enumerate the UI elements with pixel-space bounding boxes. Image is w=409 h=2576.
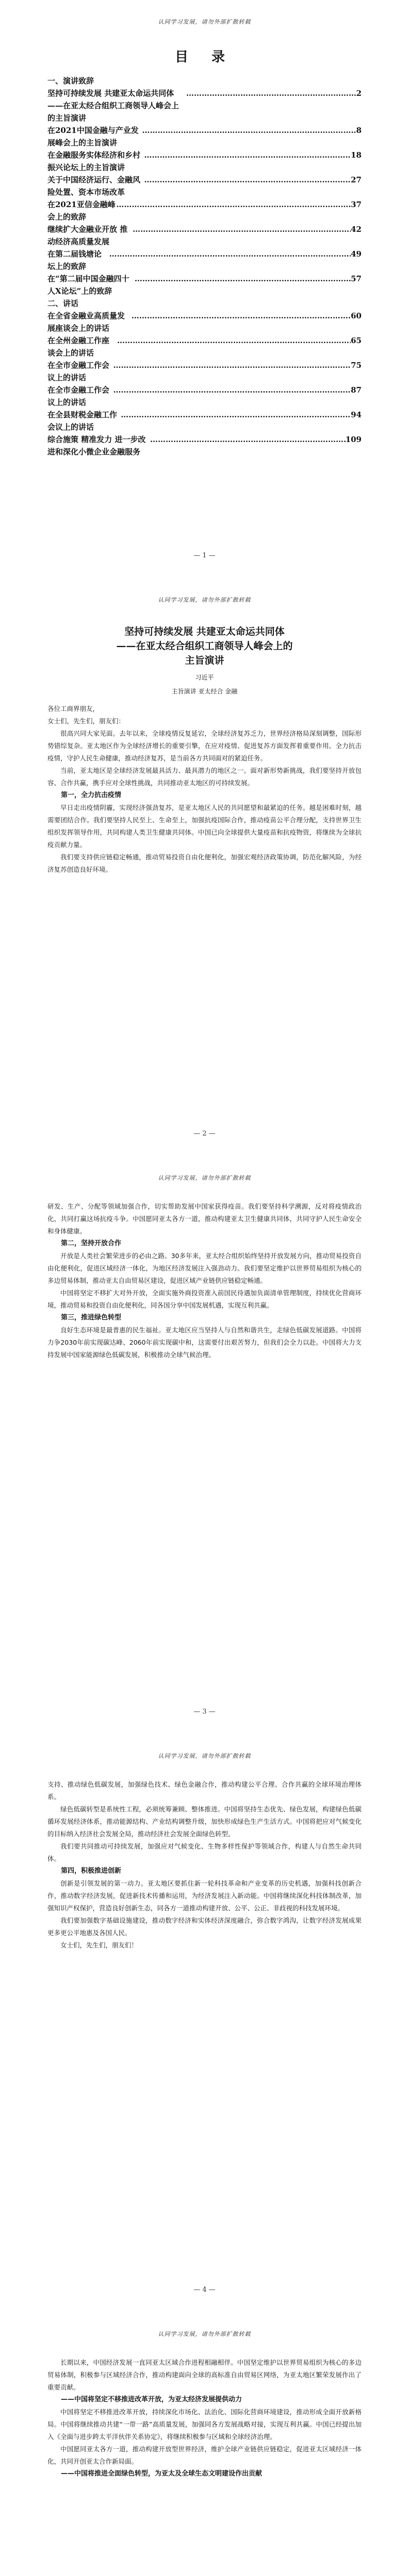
paragraph: 创新是引领发展的第一动力。亚太地区要抓住新一轮科技革命和产业变革的历史机遇，加强科技创新合作，推动数字经济发展，促进新技术传播和运用，为经济发展注入新动能。中国将继续深化科技体制改革，加强知识产权保护，营造良好创新生态，同各方一道推动构建开放、公平、公正、非歧视的科技发展环境。 bbox=[47, 1879, 362, 1912]
running-header: 认同学习发展，请勿外部扩散转载 bbox=[158, 2331, 251, 2337]
running-header: 认同学习发展，请勿外部扩散转载 bbox=[158, 19, 251, 25]
section-heading: ——中国将推进全面绿色转型，为亚太及全球生态文明建设作出贡献 bbox=[61, 2470, 263, 2478]
article-author: 习近平 bbox=[195, 674, 214, 681]
paragraph: 研发、生产、分配等领域加强合作，切实帮助发展中国家获得疫苗。我们要坚持科学溯源，反对将疫情政治化，共同打赢这场抗疫斗争。中国愿同亚太各方一道，推动构建亚太卫生健康共同体，共同守护人民生命安全和身体健康。 bbox=[47, 1202, 362, 1235]
paragraph: 绿色低碳转型是系统性工程，必须统筹兼顾、整体推进。中国将坚持生态优先、绿色发展，构建绿色低碳循环发展经济体系，推动能源结构、产业结构调整升级，加快形成绿色生产生活方式。中国将把应对气候变化的目标纳入经济社会发展全局，推动经济社会发展全面绿色转型。 bbox=[47, 1805, 362, 1838]
paragraph: 我们要加强数字基础设施建设，推动数字经济和实体经济深度融合，弥合数字鸿沟，让数字经济发展成果更多更公平地惠及各国人民。 bbox=[47, 1917, 362, 1937]
salutation: 女士们，先生们，朋友们： bbox=[47, 717, 125, 725]
paragraph: 中国将坚定不移扩大对外开放，全面实施外商投资准入前国民待遇加负面清单管理制度，持续优化营商环境，推动贸易和投资自由化便利化，同各国分享中国发展机遇，实现互利共赢。 bbox=[47, 1289, 362, 1309]
page-article-4 bbox=[0, 2312, 409, 2576]
toc-entry[interactable]: 在第二届钱塘论坛上的致辞 …………………………………………………………………………………………………………………………… 49 bbox=[47, 248, 362, 273]
toc-entry[interactable]: 关于中国经济运行、金融风险处置、资本市场改革 …………………………………………………………………………………………………………………………… 27 bbox=[47, 174, 362, 198]
toc-section-heading: 二、讲话 bbox=[47, 299, 79, 308]
page-number: — 4 — bbox=[193, 2286, 216, 2294]
running-header: 认同学习发展，请勿外部扩散转载 bbox=[158, 1175, 251, 1181]
running-header: 认同学习发展，请勿外部扩散转载 bbox=[158, 1753, 251, 1759]
page-article-2 bbox=[0, 1156, 409, 1734]
paragraph: 中国愿同亚太各方一道，推动构建开放型世界经济，维护全球产业链供应链稳定，促进亚太区域经济一体化，共同开创亚太合作新局面。 bbox=[47, 2445, 362, 2465]
toc-entry[interactable]: 在2021亚信金融峰会上的致辞 …………………………………………………………………………………………………………………………… 37 bbox=[47, 198, 362, 223]
section-heading: ——中国将坚定不移推进改革开放，为亚太经济发展提供动力 bbox=[61, 2396, 242, 2403]
toc-entry[interactable]: 在金融服务实体经济和乡村振兴论坛上的主旨演讲 …………………………………………………………………………………………………………………………… 18 bbox=[47, 149, 362, 174]
page-number: — 1 — bbox=[193, 552, 216, 560]
running-header: 认同学习发展，请勿外部扩散转载 bbox=[158, 597, 251, 603]
section-heading: 第三，推进绿色转型 bbox=[61, 1314, 122, 1321]
paragraph: 长期以来，中国经济发展一直同亚太区域合作进程相融相伴。中国坚定维护以世界贸易组织为核心的多边贸易体制，积极参与区域经济合作，推动构建面向全球的高标准自由贸易区网络，为亚太地区繁荣发展作出了重要贡献。 bbox=[47, 2359, 362, 2391]
toc-entry[interactable]: 在“第二届中国金融四十人X论坛”上的致辞 …………………………………………………………………………………………………………………………… 57 bbox=[47, 273, 362, 297]
paragraph: 中国将坚定不移推进改革开放，持续深化市场化、法治化、国际化营商环境建设，推动形成全面开放新格局。中国将继续推动共建“一带一路”高质量发展，加强同各方发展战略对接，实现互利共赢。中国已经提出加入《全面与进步跨太平洋伙伴关系协定》，将继续积极参与区域和全球经济治理。 bbox=[47, 2408, 362, 2441]
toc-entry[interactable]: 坚持可持续发展 共建亚太命运共同体——在亚太经合组织工商领导人峰会上的主旨演讲 …………………………………………………………………………………………………………………………… 2 bbox=[47, 87, 362, 124]
paragraph: 早日走出疫情阴霾，实现经济强劲复苏，是亚太地区人民的共同愿望和最紧迫的任务。越是困难时刻，越需要团结合作。我们要坚持人民至上、生命至上，加强抗疫国际合作，推动疫苗公平合理分配，支持世界卫生组织发挥领导作用，共同构建人类卫生健康共同体。中国已向全球提供大量疫苗和抗疫物资，将继续为全球抗疫贡献力量。 bbox=[47, 804, 362, 849]
paragraph: 良好生态环境是最普惠的民生福祉。亚太地区应当坚持人与自然和谐共生，走绿色低碳发展道路。中国将力争2030年前实现碳达峰、2060年前实现碳中和，这需要付出艰苦努力，但我们会全力以赴。中国将大力支持发展中国家能源绿色低碳发展，积极推动全球气候治理。 bbox=[47, 1326, 362, 1359]
page-number: — 2 — bbox=[193, 1130, 216, 1138]
toc-entry[interactable]: 在全省金融业高质量发展座谈会上的讲话 …………………………………………………………………………………………………………………………… 60 bbox=[47, 310, 362, 334]
section-heading: 第二，坚持开放合作 bbox=[61, 1240, 122, 1247]
toc-section-heading: 一、演讲致辞 bbox=[47, 76, 94, 86]
article-keywords: 主旨演讲 亚太经合 金融 bbox=[171, 688, 238, 695]
toc-entry[interactable]: 在2021中国金融与产业发展峰会上的主旨演讲 …………………………………………………………………………………………………………………………… 8 bbox=[47, 124, 362, 149]
paragraph: 开放是人类社会繁荣进步的必由之路。30多年来，亚太经合组织始终坚持开放发展方向，推动贸易投资自由化便利化，促进区域经济一体化，为地区经济发展注入强劲动力。我们要坚定维护以世界贸易组织为核心的多边贸易体制，推动亚太自由贸易区建设，促进区域产业链供应链稳定畅通。 bbox=[47, 1252, 362, 1284]
toc-entry[interactable]: 继续扩大金融业开放 推动经济高质量发展 …………………………………………………………………………………………………………………………… 42 bbox=[47, 223, 362, 248]
paragraph: 很高兴同大家见面。去年以来，全球疫情反复延宕，全球经济复苏乏力，世界经济格局深刻调整，国际形势错综复杂。亚太地区作为全球经济增长的重要引擎，在应对疫情、促进复苏方面发挥着重要作用。全力抗击疫情，守护人民生命健康，推动经济复苏，是当前各方共同面对的紧迫任务。 bbox=[47, 730, 362, 762]
toc-entry[interactable]: 在全县财税金融工作会议上的讲话 …………………………………………………………………………………………………………………………… 94 bbox=[47, 409, 362, 433]
paragraph: 支持、推动绿色低碳发展，加强绿色技术、绿色金融合作，推动构建公平合理、合作共赢的全球环境治理体系。 bbox=[47, 1781, 362, 1801]
article-title: 坚持可持续发展 共建亚太命运共同体 ——在亚太经合组织工商领导人峰会上的 主旨演讲 bbox=[116, 626, 293, 666]
toc-entry[interactable]: 在全市金融工作会议上的讲话 …………………………………………………………………………………………………………………………… 75 bbox=[47, 359, 362, 384]
page-number: — 3 — bbox=[193, 1708, 216, 1716]
toc-entry[interactable]: 在全市金融工作会议上的讲话 …………………………………………………………………………………………………………………………… 87 bbox=[47, 384, 362, 409]
paragraph: 女士们，先生们，朋友们！ bbox=[60, 1941, 138, 1949]
section-heading: 第一，全力抗击疫情 bbox=[61, 791, 122, 799]
paragraph: 当前，亚太地区是全球经济发展最具活力、最具潜力的地区之一。面对新形势新挑战，我们要坚持开放包容、合作共赢，携手应对全球性挑战，共同推动亚太地区的可持续发展。 bbox=[47, 767, 362, 787]
paragraph: 我们要共同推动可持续发展，加强应对气候变化、生物多样性保护等领域合作，构建人与自然生命共同体。 bbox=[47, 1842, 362, 1862]
salutation: 各位工商界朋友， bbox=[47, 705, 100, 713]
page-toc bbox=[0, 0, 409, 578]
toc-entry[interactable]: 综合施策 精准发力 进一步改进和深化小微企业金融服务 …………………………………………………………………………………………………………………………… 109 bbox=[47, 433, 362, 458]
page-article-3 bbox=[0, 1734, 409, 2312]
section-heading: 第四，积极推进创新 bbox=[61, 1867, 122, 1875]
toc-entry[interactable]: 在全州金融工作座谈会上的讲话 …………………………………………………………………………………………………………………………… 65 bbox=[47, 334, 362, 359]
toc-title: 目 录 bbox=[174, 49, 235, 65]
page-article-1 bbox=[0, 578, 409, 1156]
paragraph: 我们要支持供应链稳定畅通，推动贸易投资自由化便利化，加强宏观经济政策协调，防范化解风险，为经济复苏创造良好环境。 bbox=[47, 853, 362, 873]
